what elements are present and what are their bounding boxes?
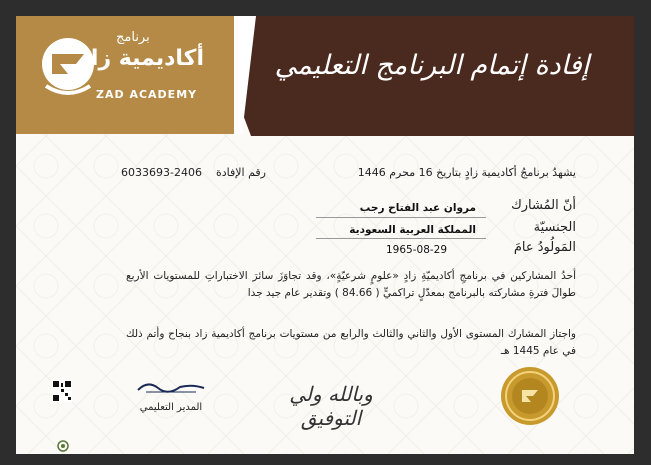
participant-underline [316, 217, 486, 218]
birth-label: المَولُودُ عامَ [513, 240, 576, 255]
achievement-paragraph: أحدُ المشاركين في برنامجِ أكاديميّةِ زادٍ «علومٍ شرعيّةٍ»، وقد تجاوَزَ سائرَ الاختباراتِ للمستويات الأربع طوالَ فترةِ مشاركته بالبرنامج بمعدّلٍ تراكميٍّ ( 84.66 ) وتقدير عام جيد جدا [126, 270, 576, 299]
nationality-value: المملكة العربية السعودية [349, 224, 476, 236]
gold-seal-icon [500, 366, 560, 426]
certificate [16, 16, 634, 454]
certificate-title: إفادة إتمام البرنامج التعليمي [274, 50, 590, 81]
reference-value: 2406-6033693 [121, 166, 202, 179]
closing-phrase: وبالله ولي التوفيق [289, 382, 373, 430]
participant-label: أنّ المُشارك [511, 198, 576, 213]
participant-name: مروان عبد الفتاح رجب [359, 202, 476, 214]
logo-name: أكاديمية زاد [79, 46, 204, 71]
signature-mark [136, 378, 206, 396]
birth-value: 1965-08-29 [386, 244, 448, 256]
reference-number [116, 166, 266, 179]
logo-brand-text: برنامج [116, 30, 150, 45]
completion-paragraph: واجتاز المشارك المستوى الأول والثاني والثالث والرابع من مستويات برنامج أكاديمية زاد بنجاح وأتم ذلك في عام 1445 هـ [126, 328, 576, 357]
nationality-underline [316, 238, 486, 239]
reference-label: رقم الإفادة [216, 166, 266, 179]
qr-code-icon [52, 380, 72, 402]
logo-english-name: ZAD ACADEMY [96, 88, 198, 101]
nationality-label: الجنسيّة [533, 220, 576, 235]
attestation-line: يشهدُ برنامجُ أكاديمية زادٍ بتاريخ 16 محرم 1446 [357, 166, 576, 179]
emblem-icon [56, 440, 70, 452]
director-label: المدير التعليمي [139, 402, 203, 413]
